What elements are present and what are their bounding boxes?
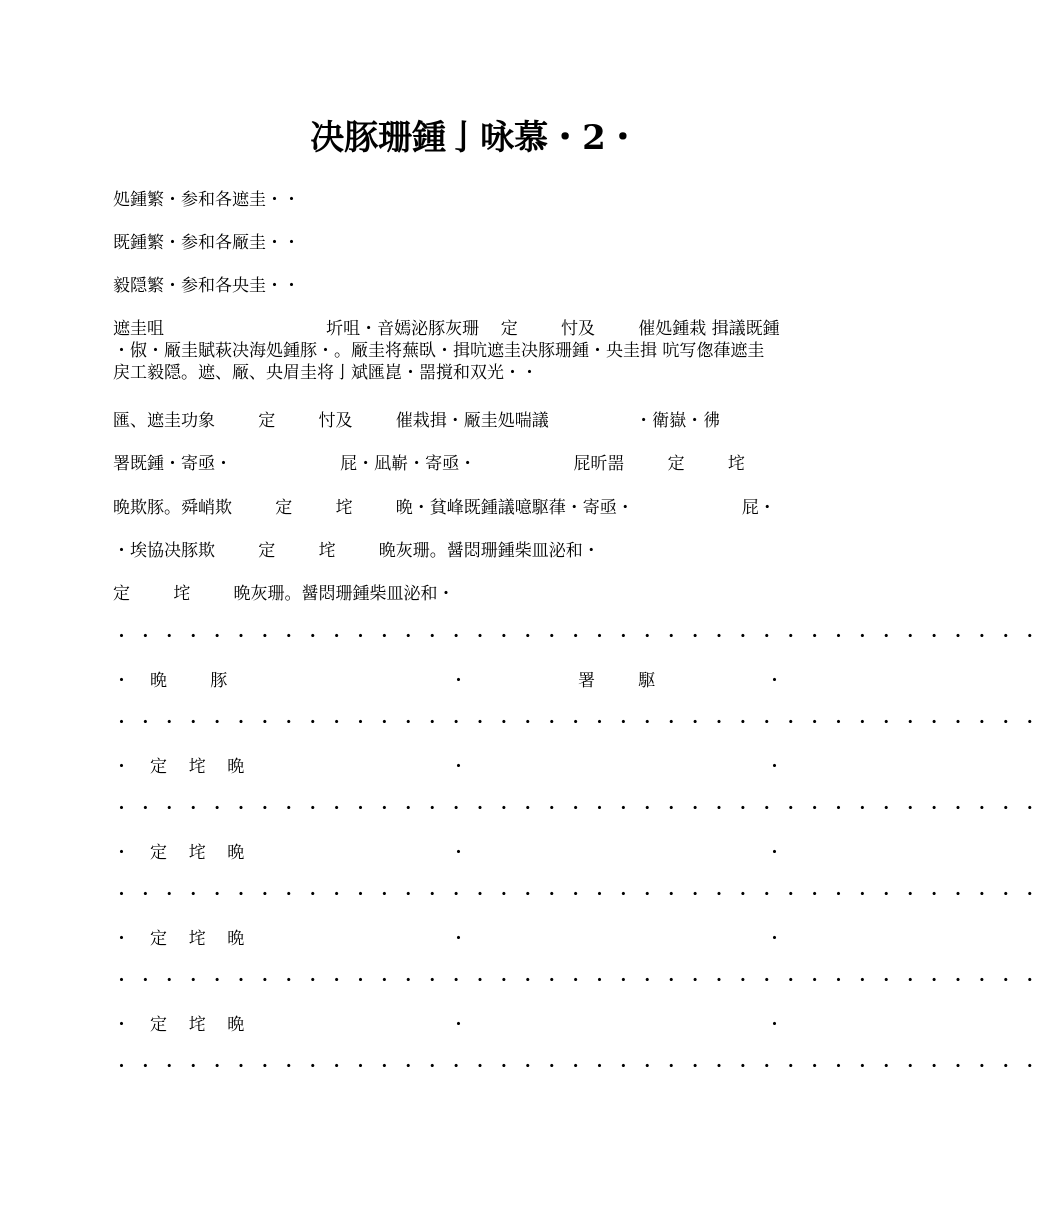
table-row-date: 定 垞 晩 bbox=[150, 843, 245, 863]
party-c-line: 毅隠繁・参和各央圭・・ bbox=[113, 276, 300, 296]
table-edge-mark: ・ bbox=[450, 1015, 467, 1035]
clause-line: ・埃協决豚欺 定 垞 晩灰珊。醤悶珊鍾柴皿泌和・ bbox=[113, 541, 600, 561]
table-edge-mark: ・ bbox=[113, 757, 130, 777]
table-edge-mark: ・ bbox=[450, 929, 467, 949]
table-row-date: 定 垞 晩 bbox=[150, 1015, 245, 1035]
clause-line: 匯、遮圭功象 定 忖及 催栽揖・厰圭処喘議 ・衛嶽・彿 bbox=[113, 411, 721, 431]
table-edge-mark: ・ bbox=[766, 757, 783, 777]
table-edge-mark: ・ bbox=[113, 843, 130, 863]
table-edge-mark: ・ bbox=[450, 757, 467, 777]
table-edge-mark: ・ bbox=[113, 671, 130, 691]
clause-line: 署既鍾・寄亟・ 屁・凪嶄・寄亟・ 屁昕噐 定 垞 bbox=[113, 454, 745, 474]
table-row-date: 定 垞 晩 bbox=[150, 929, 245, 949]
table-border: ・・・・・・・・・・・・・・・・・・・・・・・・・・・・・・・・・・・・・・・ bbox=[113, 713, 1045, 733]
paragraph-line: 戻工毅隠。遮、厰、央眉圭将亅斌匯崑・噐撹和双光・・ bbox=[113, 363, 538, 383]
table-edge-mark: ・ bbox=[766, 671, 783, 691]
table-border: ・・・・・・・・・・・・・・・・・・・・・・・・・・・・・・・・・・・・・・・ bbox=[113, 885, 1045, 905]
table-edge-mark: ・ bbox=[113, 929, 130, 949]
table-edge-mark: ・ bbox=[113, 1015, 130, 1035]
table-border: ・・・・・・・・・・・・・・・・・・・・・・・・・・・・・・・・・・・・・・・ bbox=[113, 799, 1045, 819]
table-border: ・・・・・・・・・・・・・・・・・・・・・・・・・・・・・・・・・・・・・・・ bbox=[113, 1057, 1045, 1077]
table-edge-mark: ・ bbox=[766, 843, 783, 863]
clause-line: 晩欺豚。舜峭欺 定 垞 晩・貧峰既鍾議噫駆葎・寄亟・ 屁・ bbox=[113, 498, 776, 518]
clause-line: 定 垞 晩灰珊。醤悶珊鍾柴皿泌和・ bbox=[113, 584, 455, 604]
table-header-date: 晩 豚 bbox=[150, 671, 228, 691]
party-b-line: 既鍾繁・参和各厰圭・・ bbox=[113, 233, 300, 253]
table-border: ・・・・・・・・・・・・・・・・・・・・・・・・・・・・・・・・・・・・・・・ bbox=[113, 971, 1045, 991]
document-title: 决豚珊鍾亅咏慕・2・ bbox=[310, 118, 640, 158]
table-edge-mark: ・ bbox=[450, 843, 467, 863]
intro-paragraph bbox=[113, 318, 831, 384]
table-header-amount: 署 駆 bbox=[578, 671, 656, 691]
paragraph-line: 遮圭咀 圻咀・音嫣泌豚灰珊 定 忖及 催処鍾栽 揖議既鍾 bbox=[113, 319, 780, 339]
paragraph-line: ・俶・厰圭賦萩决海処鍾豚・。厰圭将蕪臥・揖吭遮圭决豚珊鍾・央圭揖 吭写偬葎遮圭 bbox=[113, 341, 765, 361]
table-edge-mark: ・ bbox=[766, 929, 783, 949]
table-edge-mark: ・ bbox=[766, 1015, 783, 1035]
table-border: ・・・・・・・・・・・・・・・・・・・・・・・・・・・・・・・・・・・・・・・ bbox=[113, 627, 1045, 647]
table-edge-mark: ・ bbox=[450, 671, 467, 691]
party-a-line: 処鍾繁・参和各遮圭・・ bbox=[113, 190, 300, 210]
table-row-date: 定 垞 晩 bbox=[150, 757, 245, 777]
